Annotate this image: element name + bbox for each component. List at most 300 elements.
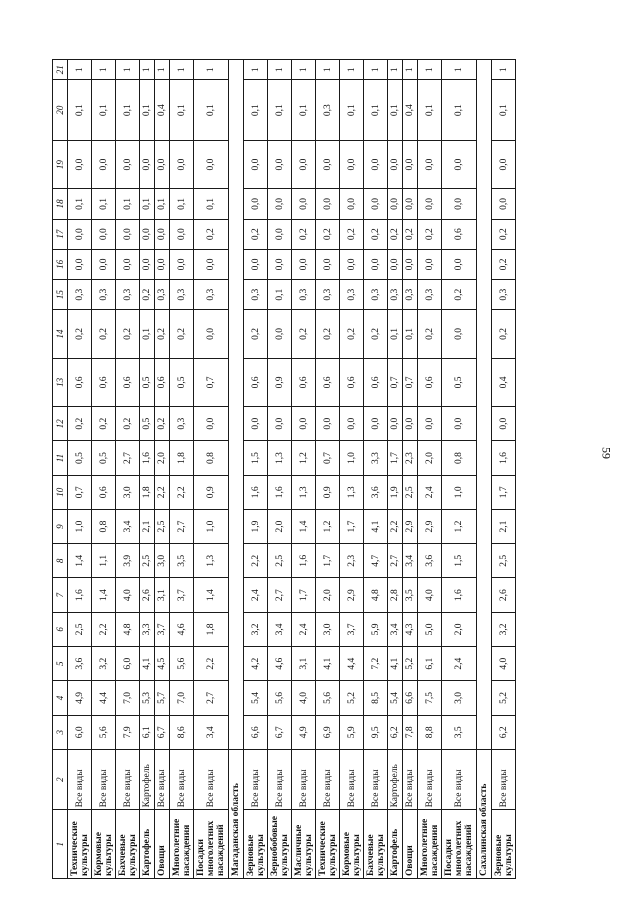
- value-cell: 0,0: [68, 140, 92, 188]
- value-cell: 0,0: [418, 140, 442, 188]
- value-cell: 0,0: [340, 407, 364, 441]
- value-cell: 5,0: [418, 612, 442, 646]
- value-cell: 0,0: [140, 249, 155, 279]
- value-cell: 0,0: [418, 407, 442, 441]
- value-cell: 0,2: [442, 280, 477, 310]
- table-row: [340, 60, 364, 879]
- value-cell: 0,2: [116, 310, 140, 358]
- crop-name-cell: Бахчевые культуры: [116, 810, 140, 879]
- value-cell: 0,0: [268, 249, 292, 279]
- value-cell: 0,0: [316, 189, 340, 219]
- value-cell: 0,1: [268, 280, 292, 310]
- value-cell: 4,8: [116, 612, 140, 646]
- region-header-row: [229, 60, 244, 879]
- crop-name-cell: Зерновые культуры: [492, 810, 516, 879]
- value-cell: 2,2: [155, 475, 170, 509]
- value-cell: 1,1: [92, 544, 116, 578]
- value-cell: 6,0: [116, 647, 140, 681]
- value-cell: 0,0: [388, 407, 403, 441]
- crop-name-cell: Кормовые культуры: [340, 810, 364, 879]
- value-cell: 3,7: [155, 612, 170, 646]
- value-cell: 0,0: [364, 249, 388, 279]
- value-cell: 0,1: [116, 189, 140, 219]
- value-cell: 0,0: [442, 407, 477, 441]
- crop-type-cell: Картофель: [388, 749, 403, 810]
- value-cell: 2,8: [388, 578, 403, 612]
- crop-name-cell: Посадки многолетних насаждений: [194, 810, 229, 879]
- value-cell: 6,0: [68, 715, 92, 749]
- value-cell: 0,2: [418, 219, 442, 249]
- value-cell: 0,4: [155, 80, 170, 141]
- value-cell: 0,2: [68, 407, 92, 441]
- value-cell: 0,1: [140, 80, 155, 141]
- value-cell: 0,6: [92, 358, 116, 406]
- table-row: [116, 60, 140, 879]
- value-cell: 0,0: [418, 189, 442, 219]
- crop-name-cell: Кормовые культуры: [92, 810, 116, 879]
- value-cell: 3,3: [140, 612, 155, 646]
- value-cell: 2,3: [340, 544, 364, 578]
- table-row: [155, 60, 170, 879]
- value-cell: 5,4: [388, 681, 403, 715]
- value-cell: 0,0: [492, 189, 516, 219]
- crop-name-cell: Зерновые культуры: [244, 810, 268, 879]
- value-cell: 5,6: [268, 681, 292, 715]
- value-cell: 5,6: [92, 715, 116, 749]
- value-cell: 0,7: [403, 358, 418, 406]
- value-cell: 0,0: [403, 249, 418, 279]
- value-cell: 4,7: [364, 544, 388, 578]
- value-cell: 2,2: [170, 475, 194, 509]
- value-cell: 4,1: [364, 509, 388, 543]
- value-cell: 3,4: [194, 715, 229, 749]
- value-cell: 0,6: [155, 358, 170, 406]
- value-cell: 4,0: [492, 647, 516, 681]
- value-cell: 1,6: [244, 475, 268, 509]
- value-cell: 8,6: [170, 715, 194, 749]
- value-cell: 8,8: [418, 715, 442, 749]
- value-cell: 2,1: [492, 509, 516, 543]
- value-cell: 0,1: [92, 189, 116, 219]
- value-cell: 2,5: [268, 544, 292, 578]
- column-number: 8: [53, 544, 68, 578]
- value-cell: 4,6: [170, 612, 194, 646]
- value-cell: 5,2: [492, 681, 516, 715]
- value-cell: 0,3: [403, 280, 418, 310]
- value-cell: 0,4: [403, 80, 418, 141]
- data-table: [52, 59, 516, 879]
- value-cell: 0,2: [388, 219, 403, 249]
- value-cell: 2,9: [340, 578, 364, 612]
- value-cell: 0,7: [316, 441, 340, 475]
- value-cell: 3,0: [316, 612, 340, 646]
- value-cell: 0,0: [170, 140, 194, 188]
- value-cell: 3,7: [170, 578, 194, 612]
- value-cell: 3,6: [364, 475, 388, 509]
- value-cell: 0,2: [492, 310, 516, 358]
- value-cell: 0,0: [292, 189, 316, 219]
- value-cell: 5,9: [364, 612, 388, 646]
- value-cell: 0,2: [403, 219, 418, 249]
- crop-type-cell: Все виды: [442, 749, 477, 810]
- value-cell: 2,4: [418, 475, 442, 509]
- value-cell: 3,4: [403, 544, 418, 578]
- value-cell: 5,6: [170, 647, 194, 681]
- value-cell: 0,0: [68, 219, 92, 249]
- value-cell: 0,0: [316, 407, 340, 441]
- region-row-filler: [477, 60, 492, 750]
- value-cell: 0,0: [170, 249, 194, 279]
- value-cell: 6,6: [244, 715, 268, 749]
- value-cell: 3,5: [403, 578, 418, 612]
- value-cell: 1: [388, 60, 403, 80]
- value-cell: 1,8: [170, 441, 194, 475]
- column-number: 18: [53, 189, 68, 219]
- value-cell: 1,0: [442, 475, 477, 509]
- value-cell: 0,0: [244, 249, 268, 279]
- value-cell: 0,6: [92, 475, 116, 509]
- value-cell: 4,4: [340, 647, 364, 681]
- value-cell: 1,2: [316, 509, 340, 543]
- crop-type-cell: Все виды: [340, 749, 364, 810]
- value-cell: 0,5: [68, 441, 92, 475]
- value-cell: 0,6: [364, 358, 388, 406]
- value-cell: 0,0: [403, 407, 418, 441]
- value-cell: 2,3: [403, 441, 418, 475]
- value-cell: 9,5: [364, 715, 388, 749]
- value-cell: 2,7: [268, 578, 292, 612]
- value-cell: 0,0: [340, 140, 364, 188]
- value-cell: 1,4: [92, 578, 116, 612]
- value-cell: 2,5: [68, 612, 92, 646]
- table-row: [418, 60, 442, 879]
- value-cell: 1,9: [244, 509, 268, 543]
- value-cell: 0,1: [116, 80, 140, 141]
- value-cell: 3,2: [492, 612, 516, 646]
- value-cell: 0,1: [194, 80, 229, 141]
- value-cell: 0,0: [442, 249, 477, 279]
- value-cell: 0,0: [403, 140, 418, 188]
- value-cell: 5,4: [244, 681, 268, 715]
- column-number: 9: [53, 509, 68, 543]
- value-cell: 0,0: [244, 189, 268, 219]
- value-cell: 3,4: [388, 612, 403, 646]
- value-cell: 1: [155, 60, 170, 80]
- value-cell: 1,3: [292, 475, 316, 509]
- value-cell: 0,2: [140, 280, 155, 310]
- region-name: Сахалинская область: [477, 749, 492, 878]
- table-row: [316, 60, 340, 879]
- table-row: [268, 60, 292, 879]
- value-cell: 1,7: [292, 578, 316, 612]
- crop-type-cell: Все виды: [170, 749, 194, 810]
- value-cell: 5,2: [340, 681, 364, 715]
- column-number-row: [53, 60, 68, 879]
- value-cell: 0,0: [364, 189, 388, 219]
- value-cell: 3,5: [442, 715, 477, 749]
- value-cell: 0,1: [388, 80, 403, 141]
- value-cell: 2,4: [244, 578, 268, 612]
- crop-type-cell: Все виды: [116, 749, 140, 810]
- value-cell: 1,2: [292, 441, 316, 475]
- value-cell: 6,2: [388, 715, 403, 749]
- value-cell: 0,3: [116, 280, 140, 310]
- value-cell: 1,0: [68, 509, 92, 543]
- value-cell: 4,2: [244, 647, 268, 681]
- value-cell: 3,0: [155, 544, 170, 578]
- value-cell: 0,0: [68, 249, 92, 279]
- table-row: [364, 60, 388, 879]
- value-cell: 0,1: [68, 189, 92, 219]
- value-cell: 1,3: [340, 475, 364, 509]
- value-cell: 0,0: [492, 140, 516, 188]
- value-cell: 0,2: [340, 310, 364, 358]
- value-cell: 7,8: [403, 715, 418, 749]
- value-cell: 0,0: [492, 407, 516, 441]
- table-row: [244, 60, 268, 879]
- value-cell: 0,2: [92, 310, 116, 358]
- value-cell: 2,5: [492, 544, 516, 578]
- value-cell: 2,0: [268, 509, 292, 543]
- value-cell: 0,2: [244, 310, 268, 358]
- value-cell: 0,0: [292, 140, 316, 188]
- value-cell: 0,5: [140, 407, 155, 441]
- value-cell: 0,6: [292, 358, 316, 406]
- value-cell: 0,2: [364, 310, 388, 358]
- value-cell: 0,0: [268, 407, 292, 441]
- value-cell: 0,3: [316, 280, 340, 310]
- value-cell: 3,7: [340, 612, 364, 646]
- value-cell: 3,6: [68, 647, 92, 681]
- value-cell: 0,8: [442, 441, 477, 475]
- crop-name-cell: Зернобобовые культуры: [268, 810, 292, 879]
- table-row: [140, 60, 155, 879]
- crop-name-cell: Картофель: [388, 810, 403, 879]
- value-cell: 5,7: [155, 681, 170, 715]
- value-cell: 0,0: [140, 140, 155, 188]
- value-cell: 0,0: [316, 249, 340, 279]
- value-cell: 0,8: [194, 441, 229, 475]
- value-cell: 1,5: [442, 544, 477, 578]
- value-cell: 7,9: [116, 715, 140, 749]
- table-row: [194, 60, 229, 879]
- value-cell: 0,2: [116, 407, 140, 441]
- value-cell: 1,9: [388, 475, 403, 509]
- column-number: 14: [53, 310, 68, 358]
- value-cell: 0,0: [92, 249, 116, 279]
- column-number: 11: [53, 441, 68, 475]
- value-cell: 4,6: [268, 647, 292, 681]
- crop-name-cell: Овощи: [403, 810, 418, 879]
- value-cell: 1: [194, 60, 229, 80]
- value-cell: 0,0: [418, 249, 442, 279]
- value-cell: 0,6: [418, 358, 442, 406]
- crop-type-cell: Все виды: [92, 749, 116, 810]
- value-cell: 1: [316, 60, 340, 80]
- crop-name-cell: Технические культуры: [316, 810, 340, 879]
- value-cell: 4,3: [403, 612, 418, 646]
- value-cell: 0,6: [116, 358, 140, 406]
- value-cell: 3,4: [268, 612, 292, 646]
- value-cell: 3,1: [292, 647, 316, 681]
- value-cell: 0,0: [316, 140, 340, 188]
- value-cell: 0,1: [68, 80, 92, 141]
- value-cell: 0,3: [194, 280, 229, 310]
- column-number: 6: [53, 612, 68, 646]
- value-cell: 1,7: [492, 475, 516, 509]
- value-cell: 0,4: [492, 358, 516, 406]
- value-cell: 0,1: [194, 189, 229, 219]
- value-cell: 0,0: [170, 219, 194, 249]
- value-cell: 0,7: [194, 358, 229, 406]
- value-cell: 0,8: [92, 509, 116, 543]
- value-cell: 0,3: [292, 280, 316, 310]
- value-cell: 1,7: [340, 509, 364, 543]
- value-cell: 3,3: [364, 441, 388, 475]
- value-cell: 7,2: [364, 647, 388, 681]
- value-cell: 1: [140, 60, 155, 80]
- value-cell: 0,0: [155, 219, 170, 249]
- value-cell: 2,5: [155, 509, 170, 543]
- value-cell: 1: [170, 60, 194, 80]
- value-cell: 0,1: [244, 80, 268, 141]
- crop-type-cell: Все виды: [364, 749, 388, 810]
- value-cell: 0,6: [340, 358, 364, 406]
- value-cell: 1,4: [292, 509, 316, 543]
- value-cell: 0,3: [316, 80, 340, 141]
- value-cell: 0,0: [388, 189, 403, 219]
- value-cell: 0,7: [388, 358, 403, 406]
- column-number: 12: [53, 407, 68, 441]
- table-row: [292, 60, 316, 879]
- value-cell: 3,2: [92, 647, 116, 681]
- value-cell: 5,3: [140, 681, 155, 715]
- value-cell: 1: [68, 60, 92, 80]
- value-cell: 0,0: [92, 219, 116, 249]
- value-cell: 0,1: [388, 310, 403, 358]
- value-cell: 1,0: [340, 441, 364, 475]
- value-cell: 0,0: [116, 219, 140, 249]
- region-name: Магаданская область: [229, 749, 244, 878]
- value-cell: 0,3: [492, 280, 516, 310]
- value-cell: 0,6: [244, 358, 268, 406]
- value-cell: 5,2: [403, 647, 418, 681]
- value-cell: 1: [268, 60, 292, 80]
- value-cell: 2,0: [316, 578, 340, 612]
- value-cell: 2,0: [418, 441, 442, 475]
- column-number: 17: [53, 219, 68, 249]
- value-cell: 0,2: [316, 310, 340, 358]
- value-cell: 0,2: [194, 219, 229, 249]
- value-cell: 0,5: [170, 358, 194, 406]
- region-row-filler: [229, 60, 244, 750]
- value-cell: 1: [292, 60, 316, 80]
- table-row: [170, 60, 194, 879]
- crop-type-cell: Все виды: [244, 749, 268, 810]
- value-cell: 4,4: [92, 681, 116, 715]
- value-cell: 6,9: [316, 715, 340, 749]
- value-cell: 1: [418, 60, 442, 80]
- value-cell: 0,3: [418, 280, 442, 310]
- value-cell: 0,0: [364, 140, 388, 188]
- value-cell: 3,0: [442, 681, 477, 715]
- value-cell: 2,7: [116, 441, 140, 475]
- crop-name-cell: Бахчевые культуры: [364, 810, 388, 879]
- value-cell: 0,2: [492, 249, 516, 279]
- column-number: 4: [53, 681, 68, 715]
- column-number: 2: [53, 749, 68, 810]
- value-cell: 1,6: [292, 544, 316, 578]
- crop-name-cell: Многолетние насаждения: [170, 810, 194, 879]
- value-cell: 2,0: [442, 612, 477, 646]
- value-cell: 0,1: [170, 80, 194, 141]
- value-cell: 0,2: [492, 219, 516, 249]
- value-cell: 1,4: [68, 544, 92, 578]
- value-cell: 0,9: [316, 475, 340, 509]
- table-row: [388, 60, 403, 879]
- value-cell: 6,1: [140, 715, 155, 749]
- value-cell: 1,7: [388, 441, 403, 475]
- value-cell: 1: [92, 60, 116, 80]
- table-row: [492, 60, 516, 879]
- value-cell: 0,6: [68, 358, 92, 406]
- column-number: 5: [53, 647, 68, 681]
- column-number: 7: [53, 578, 68, 612]
- rotated-table-container: [52, 59, 516, 879]
- value-cell: 0,2: [155, 407, 170, 441]
- table-row: [92, 60, 116, 879]
- value-cell: 0,3: [244, 280, 268, 310]
- value-cell: 3,4: [116, 509, 140, 543]
- value-cell: 2,2: [194, 647, 229, 681]
- crop-type-cell: Все виды: [492, 749, 516, 810]
- value-cell: 0,1: [340, 80, 364, 141]
- value-cell: 4,9: [292, 715, 316, 749]
- value-cell: 4,0: [418, 578, 442, 612]
- value-cell: 4,1: [388, 647, 403, 681]
- value-cell: 0,6: [442, 219, 477, 249]
- value-cell: 3,6: [418, 544, 442, 578]
- value-cell: 0,1: [140, 189, 155, 219]
- value-cell: 0,0: [268, 219, 292, 249]
- crop-type-cell: Все виды: [68, 749, 92, 810]
- value-cell: 0,2: [292, 219, 316, 249]
- crop-type-cell: Картофель: [140, 749, 155, 810]
- value-cell: 4,0: [116, 578, 140, 612]
- value-cell: 0,1: [442, 80, 477, 141]
- value-cell: 0,5: [92, 441, 116, 475]
- crop-type-cell: Все виды: [292, 749, 316, 810]
- value-cell: 6,1: [418, 647, 442, 681]
- crop-name-cell: Посадки многолетних насаждений: [442, 810, 477, 879]
- value-cell: 2,2: [244, 544, 268, 578]
- value-cell: 0,0: [155, 140, 170, 188]
- value-cell: 7,0: [116, 681, 140, 715]
- value-cell: 3,2: [244, 612, 268, 646]
- value-cell: 0,1: [268, 80, 292, 141]
- value-cell: 4,1: [316, 647, 340, 681]
- value-cell: 0,2: [170, 310, 194, 358]
- value-cell: 2,5: [403, 475, 418, 509]
- value-cell: 0,3: [92, 280, 116, 310]
- value-cell: 3,1: [155, 578, 170, 612]
- value-cell: 0,1: [403, 310, 418, 358]
- value-cell: 1: [403, 60, 418, 80]
- value-cell: 0,1: [140, 310, 155, 358]
- value-cell: 0,3: [68, 280, 92, 310]
- value-cell: 1: [244, 60, 268, 80]
- crop-name-cell: Технические культуры: [68, 810, 92, 879]
